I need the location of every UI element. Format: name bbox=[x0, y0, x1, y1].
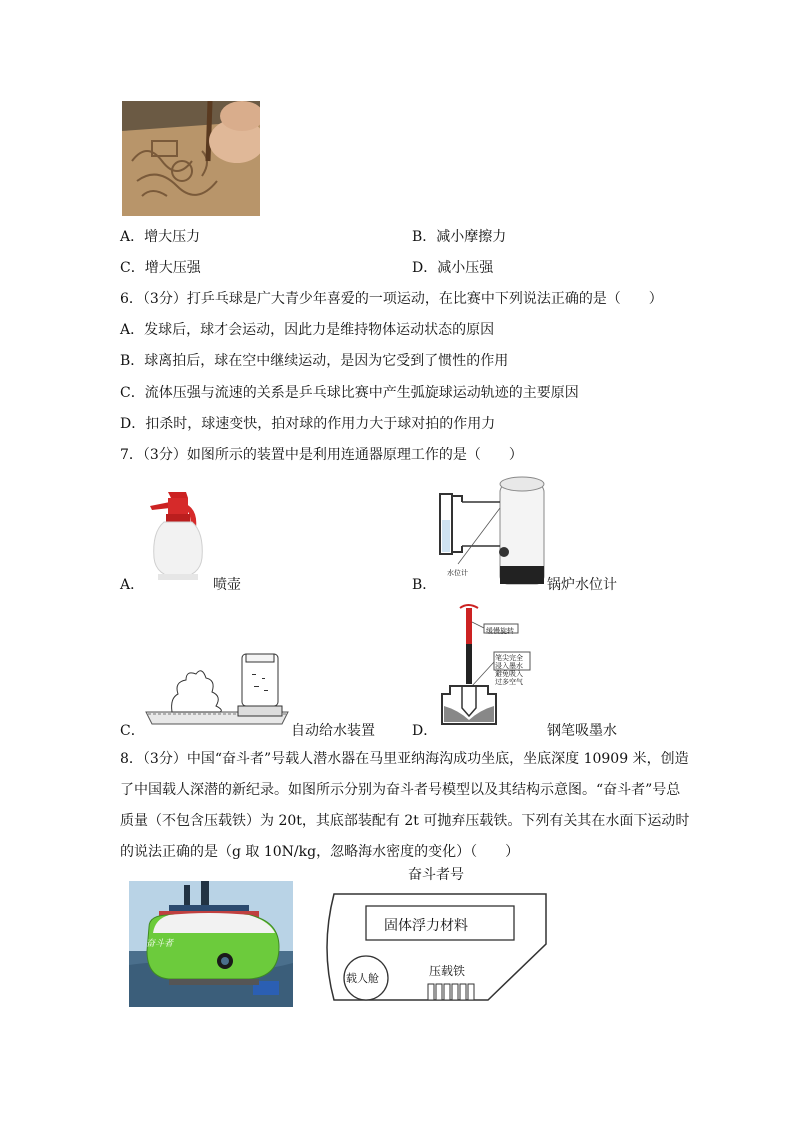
q7-caption-a: 喷壶 bbox=[213, 577, 241, 593]
option-letter: D． bbox=[412, 723, 438, 739]
pen-label-nib: 笔尖完全浸入墨水 避免吸入过多空气 bbox=[495, 654, 523, 686]
submersible-logo: 奋斗者 bbox=[146, 939, 174, 949]
submersible-structure-diagram bbox=[318, 888, 550, 1006]
q6-option-a[interactable]: A．发球后，球才会运动，因此力是维持物体运动状态的原因 bbox=[120, 322, 495, 338]
q8-stem-line-2: 了中国载人深潜的新纪录。如图所示分别为奋斗者号模型以及其结构示意图。“奋斗者”号总 bbox=[120, 782, 681, 798]
option-letter: C． bbox=[120, 260, 145, 276]
q8-stem-line-3: 质量（不包含压载铁）为 20t，其底部装配有 2t 可抛弃压载铁。下列有关其在水面下运动时 bbox=[120, 813, 690, 829]
q7-caption-b: 锅炉水位计 bbox=[547, 577, 617, 593]
q7-option-d[interactable] bbox=[412, 722, 437, 740]
q7-option-a[interactable] bbox=[120, 576, 144, 594]
boiler-gauge-label: 水位计 bbox=[447, 569, 468, 577]
option-letter: D． bbox=[412, 260, 438, 276]
diagram-ballast-iron: 压载铁 bbox=[429, 964, 466, 978]
option-text: 减小摩擦力 bbox=[436, 229, 507, 245]
option-letter: B． bbox=[412, 229, 437, 245]
diagram-title: 奋斗者号 bbox=[408, 867, 464, 883]
q6-option-d[interactable]: D．扣杀时，球速变快，拍对球的作用力大于球对拍的作用力 bbox=[120, 416, 496, 432]
option-text: 增大压力 bbox=[144, 229, 201, 245]
option-letter: A． bbox=[120, 577, 145, 593]
q7-option-c[interactable] bbox=[120, 722, 145, 740]
q6-stem: 6．（3分）打乒乓球是广大青少年喜爱的一项运动，在比赛中下列说法正确的是（ ） bbox=[120, 291, 663, 307]
q7-caption-c: 自动给水装置 bbox=[291, 723, 375, 739]
q6-option-b[interactable]: B．球离拍后，球在空中继续运动，是因为它受到了惯性的作用 bbox=[120, 353, 509, 369]
q6-option-c[interactable]: C．流体压强与流速的关系是乒乓球比赛中产生弧旋球运动轨迹的主要原因 bbox=[120, 385, 579, 401]
auto-water-feeder-image bbox=[142, 650, 292, 726]
q7-caption-d: 钢笔吸墨水 bbox=[547, 723, 617, 739]
option-text: 增大压强 bbox=[144, 260, 201, 276]
q5-option-a[interactable] bbox=[120, 228, 200, 246]
q5-option-b[interactable] bbox=[412, 228, 506, 246]
q5-option-d[interactable] bbox=[412, 259, 493, 277]
pen-label-rotate: 缓慢旋转 bbox=[486, 627, 514, 635]
option-letter: A． bbox=[120, 229, 145, 245]
spray-bottle-image bbox=[146, 488, 208, 584]
q7-option-b[interactable] bbox=[412, 576, 436, 594]
q8-stem-line-1: 8．（3分）中国“奋斗者”号载人潜水器在马里亚纳海沟成功坐底，坐底深度 10909 米，创造 bbox=[120, 751, 689, 767]
diagram-buoyancy-material: 固体浮力材料 bbox=[384, 918, 468, 934]
option-text: 减小压强 bbox=[437, 260, 494, 276]
diagram-crew-cabin: 载人舱 bbox=[346, 972, 379, 985]
option-letter: B． bbox=[412, 577, 437, 593]
option-letter: C． bbox=[120, 723, 145, 739]
wood-carving-photo bbox=[122, 101, 260, 216]
q8-stem-line-4: 的说法正确的是（g 取 10N/kg，忽略海水密度的变化）（ ） bbox=[120, 844, 520, 860]
q7-stem: 7．（3分）如图所示的装置中是利用连通器原理工作的是（ ） bbox=[120, 447, 523, 463]
q5-option-c[interactable] bbox=[120, 259, 201, 277]
